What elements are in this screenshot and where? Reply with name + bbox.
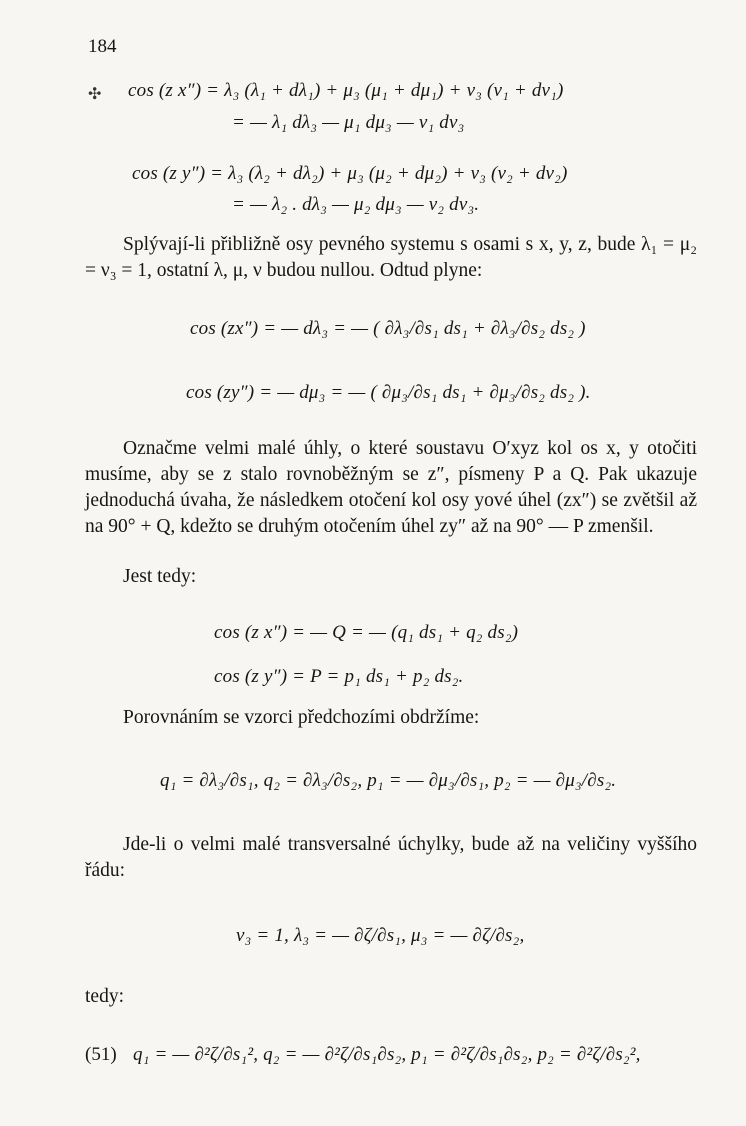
equation-9-tag: (51) [85,1044,117,1065]
equation-9: q₁ = — ∂²ζ/∂s₁², q₂ = — ∂²ζ/∂s₁∂s₂, p₁ = ∂²ζ/∂s₁∂s₂, p₂ = ∂²ζ/∂s₂², [133,1044,641,1065]
equation-2a: cos (z y″) = λ₃ (λ₂ + dλ₂) + μ₃ (μ₂ + dμ₂) + ν₃ (ν₂ + dν₂) [132,163,568,184]
equation-5: cos (z x″) = — Q = — (q₁ ds₁ + q₂ ds₂) [214,622,519,643]
paragraph-4: Porovnáním se vzorci předchozími obdržíme: [123,707,480,728]
paragraph-3: Jest tedy: [123,566,197,587]
equation-1a: cos (z x″) = λ₃ (λ₁ + dλ₁) + μ₃ (μ₁ + dμ₁) + ν₃ (ν₁ + dν₁) [128,80,564,101]
page-number: 184 [88,36,117,57]
equation-2b: = — λ₂ . dλ₃ — μ₂ dμ₃ — ν₂ dν₃. [232,194,480,215]
equation-7: q₁ = ∂λ₃/∂s₁, q₂ = ∂λ₃/∂s₂, p₁ = — ∂μ₃/∂s₁, p₂ = — ∂μ₃/∂s₂. [160,770,617,791]
equation-4: cos (zy″) = — dμ₃ = — ( ∂μ₃/∂s₁ ds₁ + ∂μ₃/∂s₂ ds₂ ). [186,382,591,403]
paragraph-2: Označme velmi malé úhly, o které soustavu O′xyz kol os x, y otočiti musíme, aby se z stalo rovnoběžným se z″, písmeny P a Q. Pak ukazuje jednoduchá úvaha, že následkem otočení kol osy yové úhel (zx″) se zvětšil až na 90° + Q, kdežto se druhým otočením úhel zy″ až na 90° — P zmenšil. [85,438,697,537]
equation-1b: = — λ₁ dλ₃ — μ₁ dμ₃ — ν₁ dν₃ [232,112,465,133]
equation-8: ν₃ = 1, λ₃ = — ∂ζ/∂s₁, μ₃ = — ∂ζ/∂s₂, [236,925,525,946]
paragraph-5: Jde-li o velmi malé transversalné úchylky, bude až na veličiny vyššího řádu: [85,834,697,881]
paragraph-1: Splývají-li přibližně osy pevného systemu s osami s x, y, z, bude λ₁ = μ₂ = ν₃ = 1, ostatní λ, μ, ν budou nullou. Odtud plyne: [85,234,697,281]
margin-mark: ✣ [88,86,102,103]
equation-6: cos (z y″) = P = p₁ ds₁ + p₂ ds₂. [214,666,464,687]
equation-3: cos (zx″) = — dλ₃ = — ( ∂λ₃/∂s₁ ds₁ + ∂λ₃/∂s₂ ds₂ ) [190,318,586,339]
paragraph-6: tedy: [85,986,124,1007]
